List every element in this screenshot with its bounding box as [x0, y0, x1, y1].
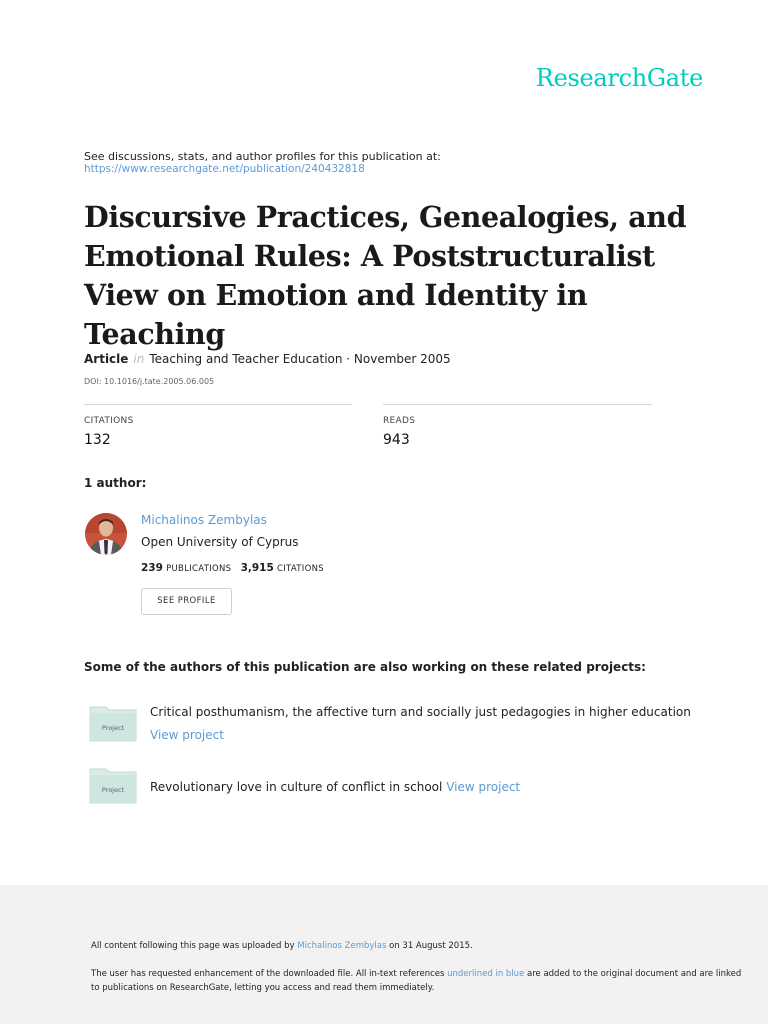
reads-count: 943 [383, 432, 410, 448]
author-name-link[interactable]: Michalinos Zembylas [141, 513, 267, 527]
project-folder-icon [89, 704, 137, 742]
project-item [150, 776, 710, 799]
author-publications-label: PUBLICATIONS [166, 564, 232, 574]
author-avatar[interactable] [85, 513, 127, 555]
project-icon-label: Project [101, 786, 125, 794]
author-publications-count: 239 [141, 562, 163, 574]
project-folder-icon [89, 766, 137, 804]
citations-label: CITATIONS [84, 416, 134, 426]
project-item [150, 701, 710, 747]
researchgate-logo[interactable]: ResearchGate [535, 64, 703, 92]
author-citations-label: CITATIONS [276, 564, 324, 574]
reads-label: READS [383, 416, 416, 426]
enhancement-notice [91, 967, 751, 995]
download-footer [0, 885, 768, 1024]
divider [383, 404, 652, 405]
publication-type: Article [84, 352, 129, 366]
upload-notice [91, 941, 473, 951]
citations-count: 132 [84, 432, 111, 448]
project-title: Revolutionary love in culture of conflict in school [150, 780, 443, 794]
divider [84, 404, 352, 405]
project-icon-label: Project [101, 724, 125, 732]
project-title: Critical posthumanism, the affective turn and socially just pedagogies in higher education [150, 705, 691, 719]
authors-heading: 1 author: [84, 476, 147, 490]
in-word: in [133, 352, 145, 366]
publication-meta [84, 352, 451, 366]
notice-suffix: are added to the original document and are linked to publications on ResearchGate, letting you access and read them immediately. [91, 969, 742, 993]
see-discussions-text: See discussions, stats, and author profiles for this publication at: [84, 150, 441, 163]
journal-date: Teaching and Teacher Education · November 2005 [149, 352, 451, 366]
publication-title: Discursive Practices, Genealogies, and Emotional Rules: A Poststructuralist View on Emotion and Identity in Teaching [84, 200, 687, 351]
author-stats [141, 562, 330, 574]
view-project-link[interactable]: View project [150, 728, 224, 742]
upload-prefix: All content following this page was uploaded by [91, 941, 295, 951]
publication-url-link[interactable]: https://www.researchgate.net/publication/240432818 [84, 163, 365, 175]
notice-prefix: The user has requested enhancement of the downloaded file. All in-text references [91, 969, 445, 979]
view-project-link[interactable]: View project [446, 780, 521, 794]
doi: DOI: 10.1016/j.tate.2005.06.005 [84, 377, 215, 386]
see-profile-button[interactable]: SEE PROFILE [141, 588, 232, 615]
upload-suffix: on 31 August 2015. [389, 941, 473, 951]
author-institution: Open University of Cyprus [141, 535, 299, 549]
related-projects-heading: Some of the authors of this publication are also working on these related projects: [84, 660, 646, 674]
author-citations-count: 3,915 [240, 562, 274, 574]
uploader-link[interactable]: Michalinos Zembylas [297, 941, 387, 951]
underlined-in-blue-text: underlined in blue [447, 969, 525, 979]
